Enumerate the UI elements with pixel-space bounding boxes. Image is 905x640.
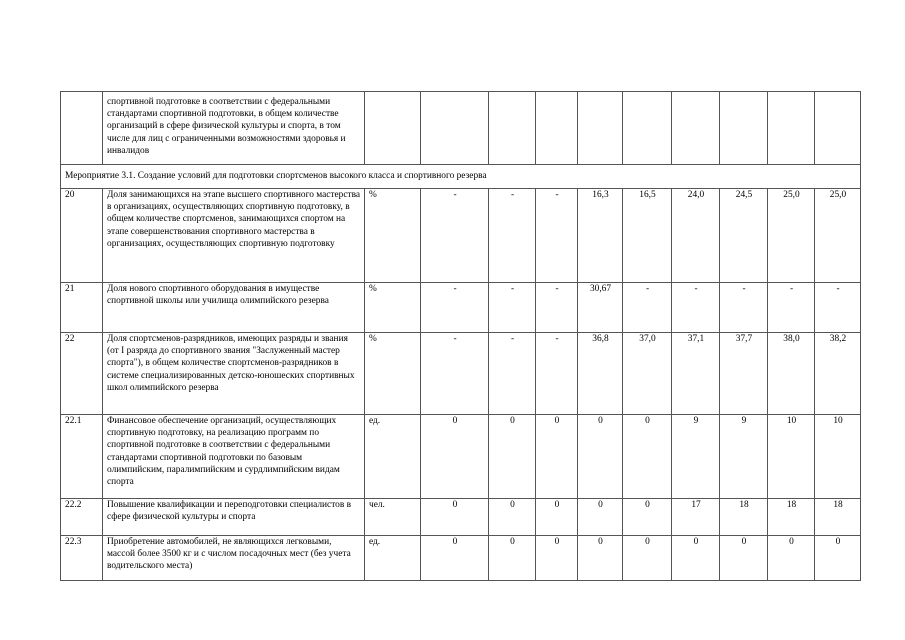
unit-cell: % [365, 189, 421, 283]
indicator-description-cell: Приобретение автомобилей, не являющихся легковыми, массой более 3500 кг и с числом посадочных мест (без учета водительского места) [103, 536, 365, 581]
indicator-description-cell: Доля спортсменов-разрядников, имеющих разряды и звания (от I разряда до спортивного звания "Заслуженный мастер спорта"), в общем количестве спортсменов-разрядников в системе специализированных детско-юношеских спортивных школ олимпийского резерва [103, 333, 365, 415]
value-cell: - [536, 283, 578, 333]
unit-cell: ед. [365, 415, 421, 499]
unit-cell: % [365, 333, 421, 415]
value-cell: 0 [672, 536, 720, 581]
row-number-cell: 21 [61, 283, 103, 333]
unit-cell: % [365, 283, 421, 333]
value-cell: 0 [536, 415, 578, 499]
value-cell: 24,0 [672, 189, 720, 283]
table-row [61, 189, 861, 283]
indicator-description-cell: спортивной подготовке в соответствии с федеральными стандартами спортивной подготовки, в общем количестве организаций в сфере физической культуры и спорта, в том числе для лиц с ограниченными возможностями здоровья и инвалидов [103, 92, 365, 165]
value-cell: 37,1 [672, 333, 720, 415]
value-cell: - [421, 189, 489, 283]
value-cell: - [536, 189, 578, 283]
value-cell: 10 [768, 415, 815, 499]
value-cell: - [768, 283, 815, 333]
indicators-table [60, 91, 861, 581]
row-number-cell: 22.1 [61, 415, 103, 499]
value-cell: 0 [536, 499, 578, 536]
indicator-description-cell: Доля занимающихся на этапе высшего спортивного мастерства в организациях, осуществляющих спортивную подготовку, в общем количестве спортсменов, занимающихся спортом на этапе совершенствования спортивного мастерства в организациях, осуществляющих спортивную подготовку [103, 189, 365, 283]
value-cell: 0 [720, 536, 768, 581]
value-cell: 37,7 [720, 333, 768, 415]
value-cell: - [489, 283, 536, 333]
table-row [61, 92, 861, 165]
row-number-cell: 22 [61, 333, 103, 415]
table-row [61, 415, 861, 499]
indicator-description-cell: Повышение квалификации и переподготовки специалистов в сфере физической культуры и спорта [103, 499, 365, 536]
value-cell: 24,5 [720, 189, 768, 283]
value-cell: 0 [489, 499, 536, 536]
value-cell: 0 [623, 415, 672, 499]
unit-cell [365, 92, 421, 165]
value-cell: 30,67 [578, 283, 623, 333]
table-row [61, 333, 861, 415]
value-cell: - [489, 333, 536, 415]
indicator-description-cell: Доля нового спортивного оборудования в имуществе спортивной школы или училища олимпийского резерва [103, 283, 365, 333]
value-cell: 0 [489, 415, 536, 499]
value-cell: 0 [815, 536, 861, 581]
value-cell: - [489, 189, 536, 283]
value-cell: 9 [720, 415, 768, 499]
row-number-cell: 22.3 [61, 536, 103, 581]
value-cell: 0 [536, 536, 578, 581]
value-cell: 0 [578, 499, 623, 536]
value-cell: - [623, 283, 672, 333]
value-cell [421, 92, 489, 165]
value-cell [815, 92, 861, 165]
value-cell: - [421, 333, 489, 415]
value-cell [536, 92, 578, 165]
row-number-cell [61, 92, 103, 165]
value-cell: 17 [672, 499, 720, 536]
value-cell [623, 92, 672, 165]
row-number-cell: 20 [61, 189, 103, 283]
value-cell: 18 [768, 499, 815, 536]
row-number-cell: 22.2 [61, 499, 103, 536]
value-cell [672, 92, 720, 165]
unit-cell: чел. [365, 499, 421, 536]
value-cell: 16,5 [623, 189, 672, 283]
value-cell: 37,0 [623, 333, 672, 415]
indicator-description-cell: Финансовое обеспечение организаций, осуществляющих спортивную подготовку, на реализацию программ по спортивной подготовке в соответствии с федеральными стандартами спортивной подготовки по базовым олимпийским, паралимпийским и сурдлимпийским видам спорта [103, 415, 365, 499]
value-cell [578, 92, 623, 165]
value-cell: 0 [768, 536, 815, 581]
value-cell: 0 [421, 415, 489, 499]
section-row [61, 165, 861, 189]
value-cell [768, 92, 815, 165]
value-cell: 18 [720, 499, 768, 536]
value-cell: 0 [421, 536, 489, 581]
value-cell: 36,8 [578, 333, 623, 415]
value-cell [720, 92, 768, 165]
value-cell: 0 [421, 499, 489, 536]
table-row [61, 499, 861, 536]
value-cell: 0 [578, 415, 623, 499]
value-cell: 25,0 [768, 189, 815, 283]
table-row [61, 536, 861, 581]
unit-cell: ед. [365, 536, 421, 581]
value-cell: 0 [623, 499, 672, 536]
value-cell: - [672, 283, 720, 333]
value-cell: 9 [672, 415, 720, 499]
value-cell: 25,0 [815, 189, 861, 283]
value-cell: 0 [578, 536, 623, 581]
value-cell: 0 [623, 536, 672, 581]
value-cell: 38,0 [768, 333, 815, 415]
value-cell: - [421, 283, 489, 333]
section-title: Мероприятие 3.1. Создание условий для подготовки спортсменов высокого класса и спортивного резерва [61, 165, 861, 189]
value-cell: - [536, 333, 578, 415]
value-cell: 18 [815, 499, 861, 536]
value-cell [489, 92, 536, 165]
value-cell: 10 [815, 415, 861, 499]
value-cell: 16,3 [578, 189, 623, 283]
table-row [61, 283, 861, 333]
value-cell: 0 [489, 536, 536, 581]
value-cell: - [815, 283, 861, 333]
value-cell: - [720, 283, 768, 333]
value-cell: 38,2 [815, 333, 861, 415]
